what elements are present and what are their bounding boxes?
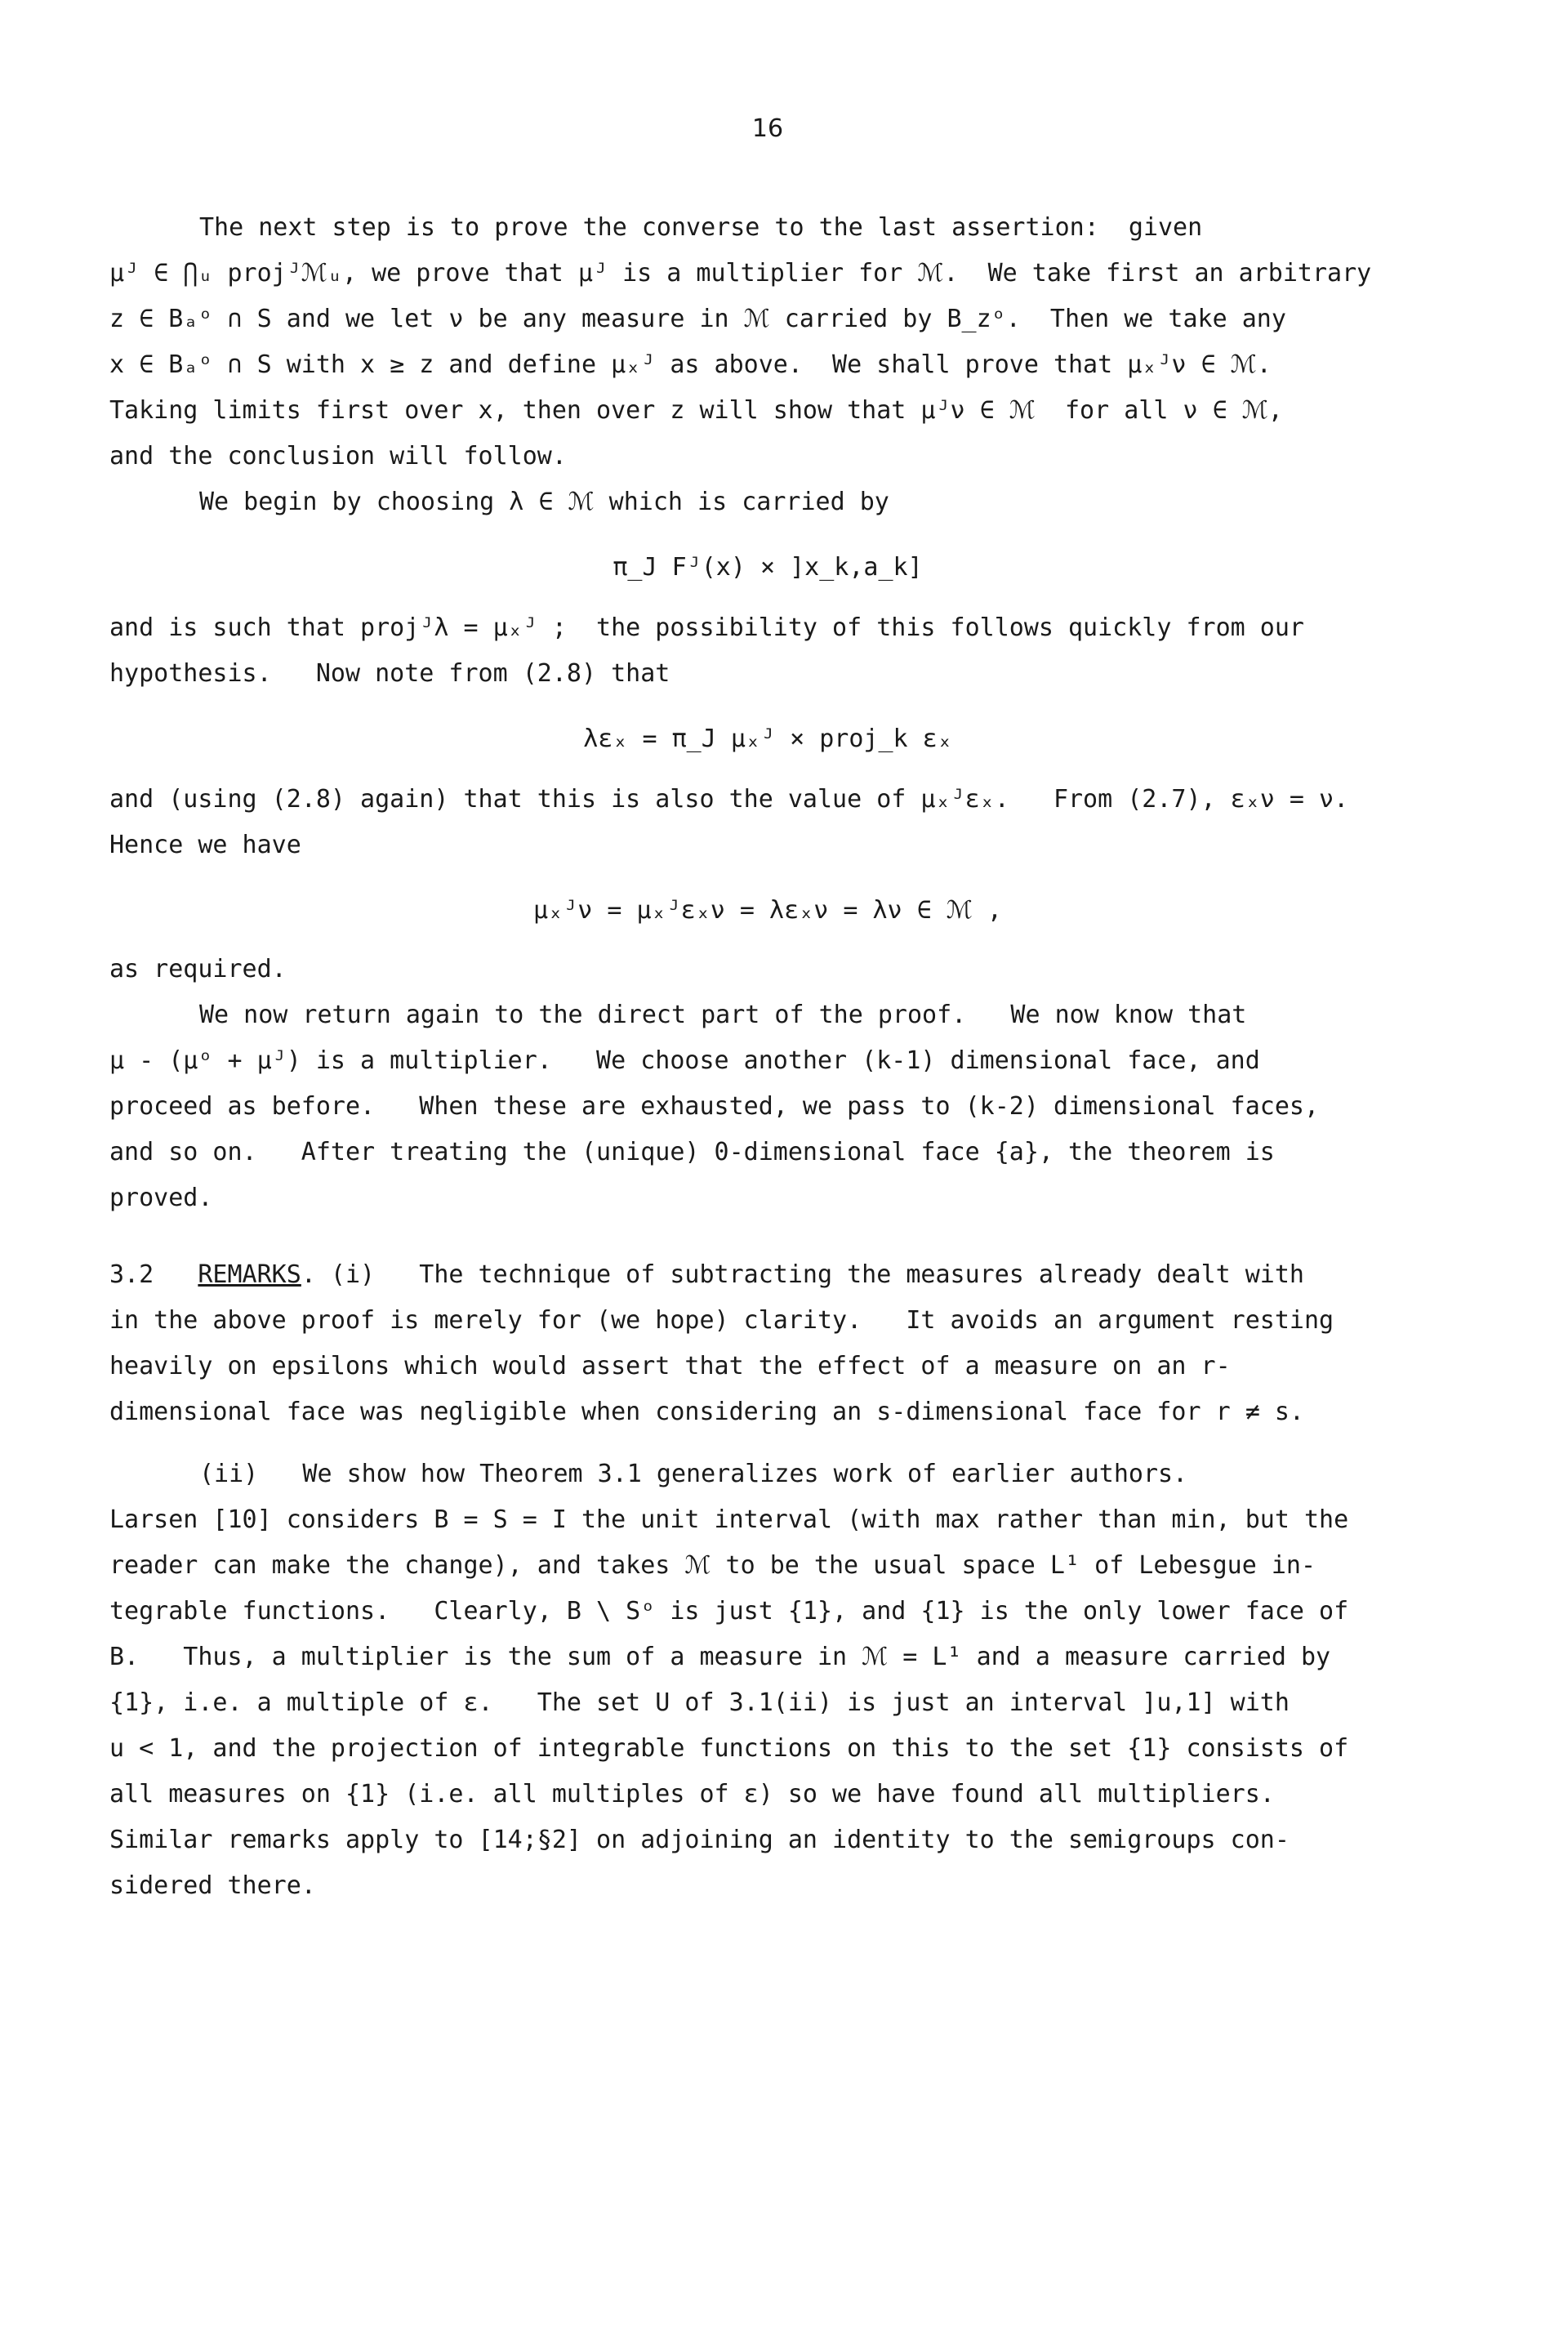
text-line: u < 1, and the projection of integrable functions on this to the set {1} consists of xyxy=(109,1734,1349,1763)
text-line: reader can make the change), and takes ℳ to be the usual space L¹ of Lebesgue in- xyxy=(109,1551,1316,1580)
text-line: proceed as before. When these are exhausted, we pass to (k-2) dimensional faces, xyxy=(109,1092,1320,1121)
text-run: . (i) The technique of subtracting the measures already dealt with xyxy=(301,1260,1304,1289)
text-line: all measures on {1} (i.e. all multiples of ε) so we have found all multipliers. xyxy=(109,1780,1275,1808)
text-line: as required. xyxy=(109,955,287,983)
text-line: and is such that projᴶλ = μₓᴶ ; the possibility of this follows quickly from our xyxy=(109,613,1304,642)
page-number: 16 xyxy=(751,114,784,143)
text-line: and the conclusion will follow. xyxy=(109,442,567,471)
text-line: and so on. After treating the (unique) 0-dimensional face {a}, the theorem is xyxy=(109,1138,1275,1166)
text-line: heavily on epsilons which would assert that the effect of a measure on an r- xyxy=(109,1352,1231,1380)
text-line: Hence we have xyxy=(109,831,301,859)
text-line: {1}, i.e. a multiple of ε. The set U of 3.1(ii) is just an interval ]u,1] with xyxy=(109,1688,1290,1717)
text-line: The next step is to prove the converse to the last assertion: given xyxy=(199,213,1203,242)
equation: μₓᴶν = μₓᴶεₓν = λεₓν = λν ∈ ℳ , xyxy=(533,896,1002,925)
text-line: hypothesis. Now note from (2.8) that xyxy=(109,659,670,688)
text-line: μᴶ ∈ ⋂ᵤ projᴶℳᵤ, we prove that μᴶ is a multiplier for ℳ. We take first an arbitrary xyxy=(109,259,1372,288)
text-line: We now return again to the direct part of the proof. We now know that xyxy=(199,1001,1247,1029)
section-label: REMARKS xyxy=(198,1260,301,1289)
text-line: (ii) We show how Theorem 3.1 generalizes work of earlier authors. xyxy=(199,1460,1188,1488)
text-line: tegrable functions. Clearly, B \ Sᵒ is just {1}, and {1} is the only lower face of xyxy=(109,1597,1349,1626)
text-line: dimensional face was negligible when considering an s-dimensional face for r ≠ s. xyxy=(109,1398,1304,1426)
text-line: and (using (2.8) again) that this is also the value of μₓᴶεₓ. From (2.7), εₓν = ν. xyxy=(109,785,1349,814)
text-line: proved. xyxy=(109,1184,213,1212)
text-line: Similar remarks apply to [14;§2] on adjoining an identity to the semigroups con- xyxy=(109,1826,1290,1854)
text-line: μ - (μᵒ + μᴶ) is a multiplier. We choose another (k-1) dimensional face, and xyxy=(109,1046,1260,1075)
equation: π_J Fᴶ(x) × ]x_k,a_k] xyxy=(612,553,923,582)
equation: λεₓ = π_J μₓᴶ × proj_k εₓ xyxy=(583,725,952,753)
text-line: Taking limits first over x, then over z will show that μᴶν ∈ ℳ for all ν ∈ ℳ, xyxy=(109,396,1283,425)
text-line: sidered there. xyxy=(109,1871,316,1900)
text-line: We begin by choosing λ ∈ ℳ which is carried by xyxy=(199,488,889,516)
text-line: x ∈ Bₐᵒ ∩ S with x ≥ z and define μₓᴶ as above. We shall prove that μₓᴶν ∈ ℳ. xyxy=(109,350,1272,379)
text-line: Larsen [10] considers B = S = I the unit interval (with max rather than min, but the xyxy=(109,1505,1349,1534)
remarks-heading-line xyxy=(109,1261,1304,1289)
text-line: z ∈ Bₐᵒ ∩ S and we let ν be any measure in ℳ carried by B_zᵒ. Then we take any xyxy=(109,305,1286,333)
section-number: 3.2 xyxy=(109,1260,154,1289)
text-line: B. Thus, a multiplier is the sum of a measure in ℳ = L¹ and a measure carried by xyxy=(109,1643,1331,1671)
text-line: in the above proof is merely for (we hope) clarity. It avoids an argument resting xyxy=(109,1306,1334,1335)
